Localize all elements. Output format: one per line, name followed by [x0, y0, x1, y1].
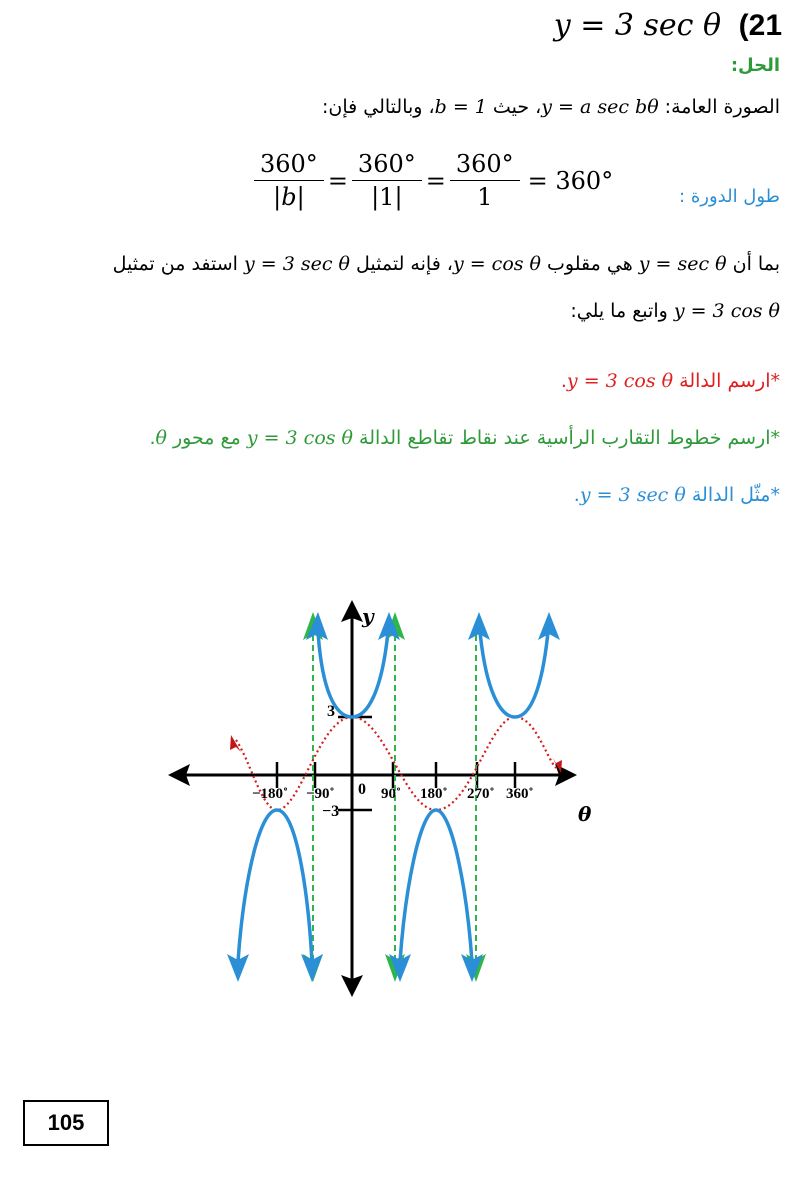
y-axis-label: y [362, 604, 374, 628]
general-form-mid: ، حيث [486, 96, 542, 118]
x-tick-label: 360˚ [506, 786, 534, 802]
x-tick-label: 270˚ [467, 786, 495, 802]
x-tick-label: 180˚ [420, 786, 448, 802]
equals-sign: = [425, 166, 446, 195]
sec-branch-down-center [400, 810, 472, 962]
x-axis-label: θ [578, 802, 592, 826]
sec-branch-down-left [238, 810, 312, 962]
solution-label: الحل: [730, 55, 780, 76]
cos-curve-arrow [552, 757, 562, 773]
equals-sign: = [327, 166, 348, 195]
problem-number: (21 [738, 9, 782, 42]
x-tick-label: 90˚ [381, 786, 401, 802]
problem-equation: y = 3 sec θ [553, 8, 722, 43]
y-tick-label-neg3: −3 [322, 803, 340, 820]
period-result: = 360° [527, 166, 614, 195]
explanation-line-1: بما أن y = sec θ هي مقلوب y = cos θ، فإنه لتمثيل y = 3 sec θ استفد من تمثيل [112, 253, 780, 275]
x-tick-label: −180˚ [252, 786, 289, 802]
step-2: *ارسم خطوط التقارب الرأسية عند نقاط تقاطع الدالة y = 3 cos θ مع محور θ. [149, 427, 780, 449]
origin-label: 0 [358, 781, 366, 798]
general-form-b: b = 1 [434, 96, 487, 118]
x-tick-label: −90˚ [306, 786, 335, 802]
explanation-line-2: y = 3 cos θ واتبع ما يلي: [570, 300, 780, 322]
page-number-box [23, 1100, 109, 1146]
step-1: *ارسم الدالة y = 3 cos θ. [560, 370, 780, 392]
y-tick-label-3: 3 [327, 703, 335, 720]
cos-curve-arrow [230, 735, 241, 752]
general-form-prefix: الصورة العامة: [658, 96, 780, 118]
general-form-equation: y = a sec bθ [541, 96, 659, 118]
page-number: 105 [47, 1110, 85, 1135]
fraction-3: $\frac{360^\circ}{1}$ [450, 150, 520, 211]
fraction-2: $\frac{360^\circ}{|1|}$ [352, 150, 422, 211]
general-form-suffix: ، وبالتالي فإن: [322, 96, 435, 118]
period-label: طول الدورة : [679, 186, 780, 207]
fraction-1: $\frac{360^\circ}{|b|}$ [254, 150, 324, 211]
step-3: *مثّل الدالة y = 3 sec θ. [573, 484, 780, 506]
sec-branch-up-right [480, 632, 548, 717]
